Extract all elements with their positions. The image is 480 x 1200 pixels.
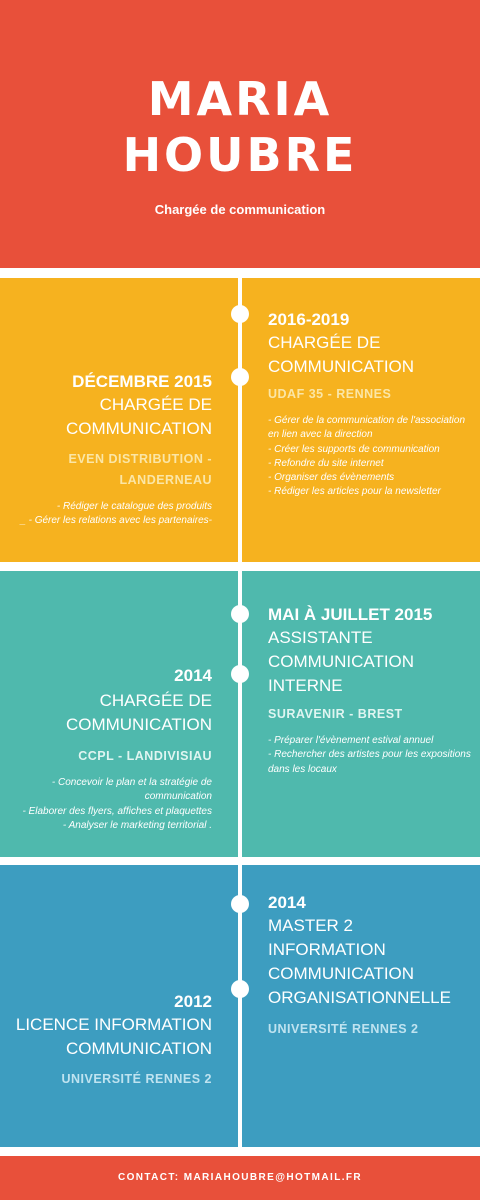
task-item: - Gérer de la communication de l'association en lien avec la direction: [268, 415, 466, 441]
entry-title: CHARGÉE DE: [268, 333, 381, 352]
timeline-dot: [231, 368, 249, 386]
timeline-dot: [231, 895, 249, 913]
entry-title: COMMUNICATION: [65, 1039, 212, 1058]
experience-udaf: [268, 309, 473, 500]
entry-organization: UDAF 35 - RENNES: [268, 387, 392, 401]
entry-organization: SURAVENIR - BREST: [268, 707, 403, 721]
entry-date: DÉCEMBRE 2015: [72, 372, 212, 391]
task-item: - Rédiger le catalogue des produits: [56, 501, 212, 512]
experience-even-distribution: [7, 371, 212, 529]
entry-date: 2016-2019: [268, 310, 350, 329]
entry-title: LICENCE INFORMATION: [15, 1015, 212, 1034]
entry-title: COMMUNICATION: [268, 964, 415, 983]
timeline-dot: [231, 980, 249, 998]
timeline-dot: [231, 665, 249, 683]
entry-organization: CCPL - LANDIVISIAU: [78, 749, 212, 763]
entry-title: COMMUNICATION INTERNE: [268, 652, 415, 695]
entry-title: CHARGÉE DE COMMUNICATION: [65, 691, 212, 734]
job-title: Chargée de communication: [154, 202, 326, 217]
header: [0, 0, 480, 268]
entry-tasks: [7, 500, 212, 529]
task-item: - Créer les supports de communication: [268, 443, 440, 455]
experience-suravenir: [268, 604, 473, 777]
entry-title: MASTER 2 INFORMATION: [268, 916, 386, 959]
entry-organization: UNIVERSITÉ RENNES 2: [61, 1072, 212, 1086]
task-item: - Rédiger les articles pour la newsletter: [268, 486, 441, 498]
entry-date: MAI À JUILLET 2015: [268, 605, 433, 624]
entry-title: ORGANISATIONNELLE: [268, 988, 451, 1007]
entry-organization: EVEN DISTRIBUTION -: [68, 452, 212, 466]
last-name: HOUBRE: [122, 128, 358, 182]
entry-title: COMMUNICATION: [65, 419, 212, 438]
task-item: - Refondre du site internet: [268, 457, 384, 469]
entry-date: 2014: [268, 893, 306, 912]
timeline-dot: [231, 305, 249, 323]
entry-tasks: [268, 734, 473, 777]
entry-date: 2014: [174, 666, 212, 685]
experience-ccpl: [0, 665, 212, 833]
education-master: [268, 892, 473, 1040]
task-item: - Elaborer des flyers, affiches et plaquettes: [22, 805, 212, 817]
education-licence: [7, 991, 212, 1090]
task-item: - Préparer l'évènement estival annuel: [268, 735, 434, 746]
timeline-dot: [231, 605, 249, 623]
entry-tasks: [268, 414, 473, 500]
entry-organization: UNIVERSITÉ RENNES 2: [268, 1022, 419, 1036]
entry-title: ASSISTANTE: [268, 628, 373, 647]
entry-tasks: [0, 776, 212, 833]
task-item: - Rechercher des artistes pour les expositions dans les locaux: [268, 749, 471, 775]
entry-organization: LANDERNEAU: [119, 473, 212, 487]
timeline-line: [238, 278, 242, 1147]
footer-contact: CONTACT: MARIAHOUBRE@HOTMAIL.FR: [0, 1156, 480, 1200]
task-item: _ - Gérer les relations avec les partenaires-: [20, 515, 212, 527]
task-item: - Concevoir le plan et la stratégie de communication: [51, 777, 212, 803]
task-item: - Analyser le marketing territorial .: [62, 819, 212, 831]
entry-title: COMMUNICATION: [268, 357, 415, 376]
task-item: - Organiser des évènements: [268, 472, 395, 484]
first-name: MARIA: [147, 72, 333, 126]
entry-title: CHARGÉE DE: [99, 395, 212, 414]
entry-date: 2012: [174, 992, 212, 1011]
